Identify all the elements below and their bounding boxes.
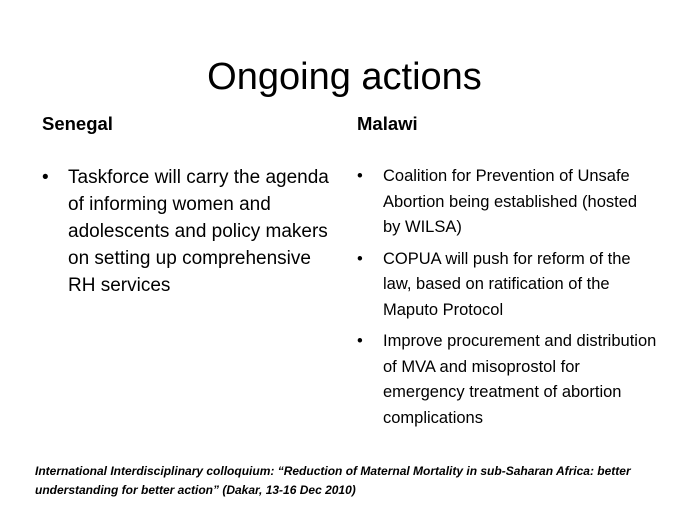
- bullet-item: [42, 164, 342, 299]
- bullet-dot: •: [42, 167, 49, 188]
- malawi-bullet-list: [357, 164, 657, 431]
- malawi-column: [357, 112, 657, 437]
- footer-citation: International Interdisciplinary colloquium: “Reduction of Maternal Mortality in sub-Saharan Africa: better understanding for better action” (Dakar, 13-16 Dec 2010): [35, 464, 631, 497]
- malawi-heading: Malawi: [357, 113, 418, 134]
- bullet-text: Improve procurement and distribution of MVA and misoprostol for emergency treatment of abortion complications: [383, 332, 657, 427]
- bullet-dot: •: [357, 249, 363, 268]
- bullet-item: [357, 164, 657, 241]
- bullet-text: Coalition for Prevention of Unsafe Abortion being established (hosted by WILSA): [383, 167, 638, 236]
- bullet-dot: •: [357, 332, 363, 350]
- senegal-heading: Senegal: [42, 113, 113, 134]
- slide-title: Ongoing actions: [207, 56, 482, 99]
- bullet-dot: •: [357, 167, 363, 185]
- bullet-text: Taskforce will carry the agenda of informing women and adolescents and policy makers on setting up comprehensive RH services: [68, 167, 329, 296]
- senegal-column: [42, 112, 342, 305]
- bullet-item: [357, 247, 657, 324]
- bullet-item: [357, 329, 657, 431]
- bullet-text: COPUA will push for reform of the law, based on ratification of the Maputo Protocol: [383, 249, 631, 319]
- senegal-bullet-list: [42, 164, 342, 299]
